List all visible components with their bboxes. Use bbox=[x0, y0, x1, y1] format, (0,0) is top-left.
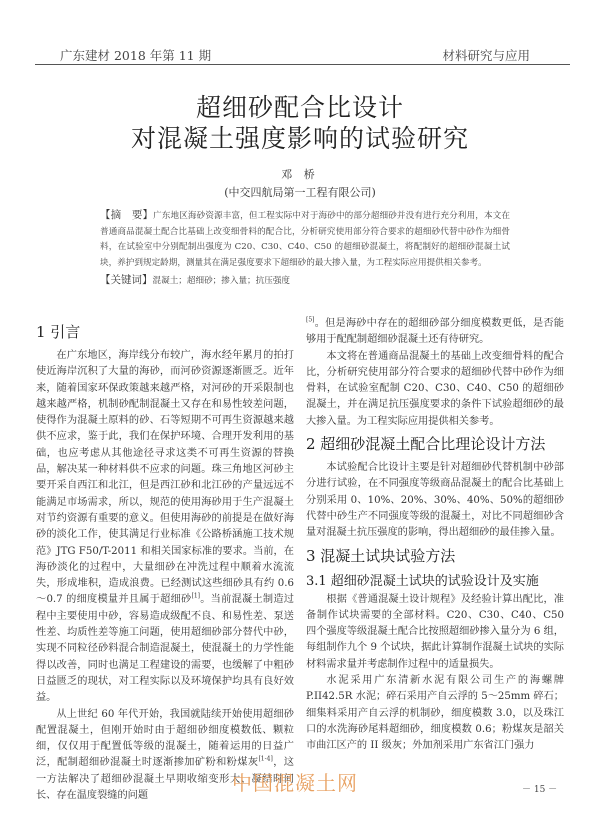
affiliation: (中交四航局第一工程有限公司) bbox=[224, 186, 376, 199]
author: 邓 桥 bbox=[281, 168, 319, 181]
watermark-logo: 中国混凝土网 bbox=[232, 771, 358, 795]
paragraph: 根据《普通混凝土设计规程》及经验计算出配比，准备制作试块需要的全部材料。C20、C30、C40、C50 四个强度等级混凝土配合比按照超细砂掺入量分为 6 组，每组制作九个 9 个试块，据此计算制作混凝土试块的实际材料需求量并考虑制作过程中的适量损失。 bbox=[306, 593, 564, 670]
abstract-label: 【摘 要】 bbox=[100, 209, 154, 221]
section-1-heading: 1 引言 bbox=[36, 323, 81, 341]
journal-issue: 广东建材 2018 年第 11 期 bbox=[60, 48, 212, 63]
paragraph: 本文将在普通商品混凝土的基础上改变细骨料的配合比，分析研究使用部分符合要求的超细砂代替中砂作为细骨料，在试验室配制 C20、C30、C40、C50 的超细砂混凝土，并在满足抗压强度要求的条件下试验超细砂的最大掺入量。为工程实际应用提供相关参考。 bbox=[306, 350, 564, 427]
text-run: 。当前混凝土制造过程中主要使用中砂，容易造成级配不良、和易性差、泵送性差、均质性差等施工问题，使用超细砂部分替代中砂，实现不同粒径砂料混合制造混凝土，使混凝土的力学性能得以改善，同时也满足工程建设的需要，也缓解了中粗砂日益匮乏的现状，对工程实际以及环境保护均具有良好效益。 bbox=[36, 594, 294, 704]
paragraph: 水泥采用广东清新水泥有限公司生产的海螺牌 P.II42.5R 水泥；碎石采用产自云浮的 5～25mm 碎石；细集料采用产自云浮的机制砂，细度模数 3.0，以及珠江口的水洗海砂尾料超细砂，细度模数 0.6；粉煤灰是韶关市曲江区产的 II 级灰；外加剂采用广东省江门强力 bbox=[306, 675, 564, 752]
citation: [5] bbox=[306, 316, 315, 324]
section-2-heading: 2 超细砂混凝土配合比理论设计方法 bbox=[306, 435, 546, 454]
citation: [1] bbox=[191, 593, 200, 601]
abstract bbox=[100, 208, 510, 290]
abstract-text: 广东地区海砂资源丰富，但工程实际中对于海砂中的部分超细砂并没有进行充分利用，本文在普通商品混凝土配合比基础上改变细骨料的配合比，分析研究使用部分符合要求的超细砂代替中砂作为细骨料，在试验室中分别配制出强度为 C20、C30、C40、C50 的超细砂混凝土，将配制好的超细砂混凝土试块，养护到规定龄期，测量其在满足强度要求下超细砂的最大掺入量，为工程实际应用提供相关参考。 bbox=[100, 211, 510, 268]
paragraph: 本试验配合比设计主要是针对超细砂代替机制中砂部分进行试验，在不同强度等级商品混凝土的配合比基础上分别采用 0、10%、20%、30%、40%、50%的超细砂代替中砂生产不同强度等级的混凝土，对比不同超细砂含量对混凝土抗压强度的影响，得出超细砂的最佳掺入量。 bbox=[306, 462, 564, 539]
right-column bbox=[306, 316, 564, 755]
citation: [1-4] bbox=[258, 756, 273, 764]
paragraph bbox=[306, 316, 564, 349]
section-3-1-heading: 3.1 超细砂混凝土试块的试验设计及实施 bbox=[306, 573, 539, 589]
section-3-heading: 3 混凝土试块试验方法 bbox=[306, 546, 456, 565]
section-name: 材料研究与应用 bbox=[442, 48, 530, 63]
text-run: 。但是海砂中存在的超细砂部分细度模数更低，是否能够用于配配制超细砂混凝土还有待研究。 bbox=[306, 318, 564, 346]
text-run: 从上世纪 60 年代开始，我国就陆续开始使用超细砂配置混凝土，但刚开始时由于超细砂细度模数低、颗粒细，仅仅用于配置低等级的混凝土，随着运用的日益广泛，配制超细砂混凝土时逐渐掺加矿粉和粉煤灰 bbox=[36, 708, 294, 769]
title-line-2: 对混凝土强度影响的试验研究 bbox=[130, 124, 469, 153]
paper-title bbox=[0, 92, 600, 154]
page-number: － 15 － bbox=[522, 785, 558, 795]
title-line-1: 超细砂配合比设计 bbox=[195, 93, 404, 122]
keywords-label: 【关键词】 bbox=[100, 274, 153, 287]
header-rule bbox=[35, 64, 570, 65]
text-run: 在广东地区，海岸线分布较广，海水经年累月的拍打使近海岸沉积了大量的海砂，而河砂资源逐渐匮乏。近年来，随着国家环保政策越来越严格，对河砂的开采限制也越来越严格，机制砂配制混凝土又存在和易性较差问题，使得作为混凝土原料的砂、石等短期不可再生资源越来越供不应求，鉴于此，我们在保护环境、合理开发利用的基础，也应考虑从其他途径寻求这类不可再生资源的替换品，解决某一种材料供不应求的问题。珠三角地区河砂主要开采自西江和北江，但是西江砂和北江砂的产量远远不能满足市场需求，所以，规范的使用海砂用于生产混凝土对节约资源有重要的意义。但使用海砂的前提是在做好海砂的淡化工作，使其满足行业标准《公路桥涵施工技术规范》JTG F50/T-2011 和相关国家标准的要求。当前，在海砂淡化的过程中，大量细砂在冲洗过程中顺着水流流失，形成堆积，造成浪费。已经测试这些细砂具有约 0.6～0.7 的细度模量并且属于超细砂 bbox=[36, 350, 294, 606]
text-run: ，这一方法解决了超细砂混凝土早期收缩变形大、凝结时间长、存在温度裂缝的问题 bbox=[36, 757, 294, 802]
left-column bbox=[36, 318, 294, 804]
keywords-text: 混凝土；超细砂；掺入量；抗压强度 bbox=[152, 276, 291, 287]
paragraph bbox=[36, 348, 294, 707]
